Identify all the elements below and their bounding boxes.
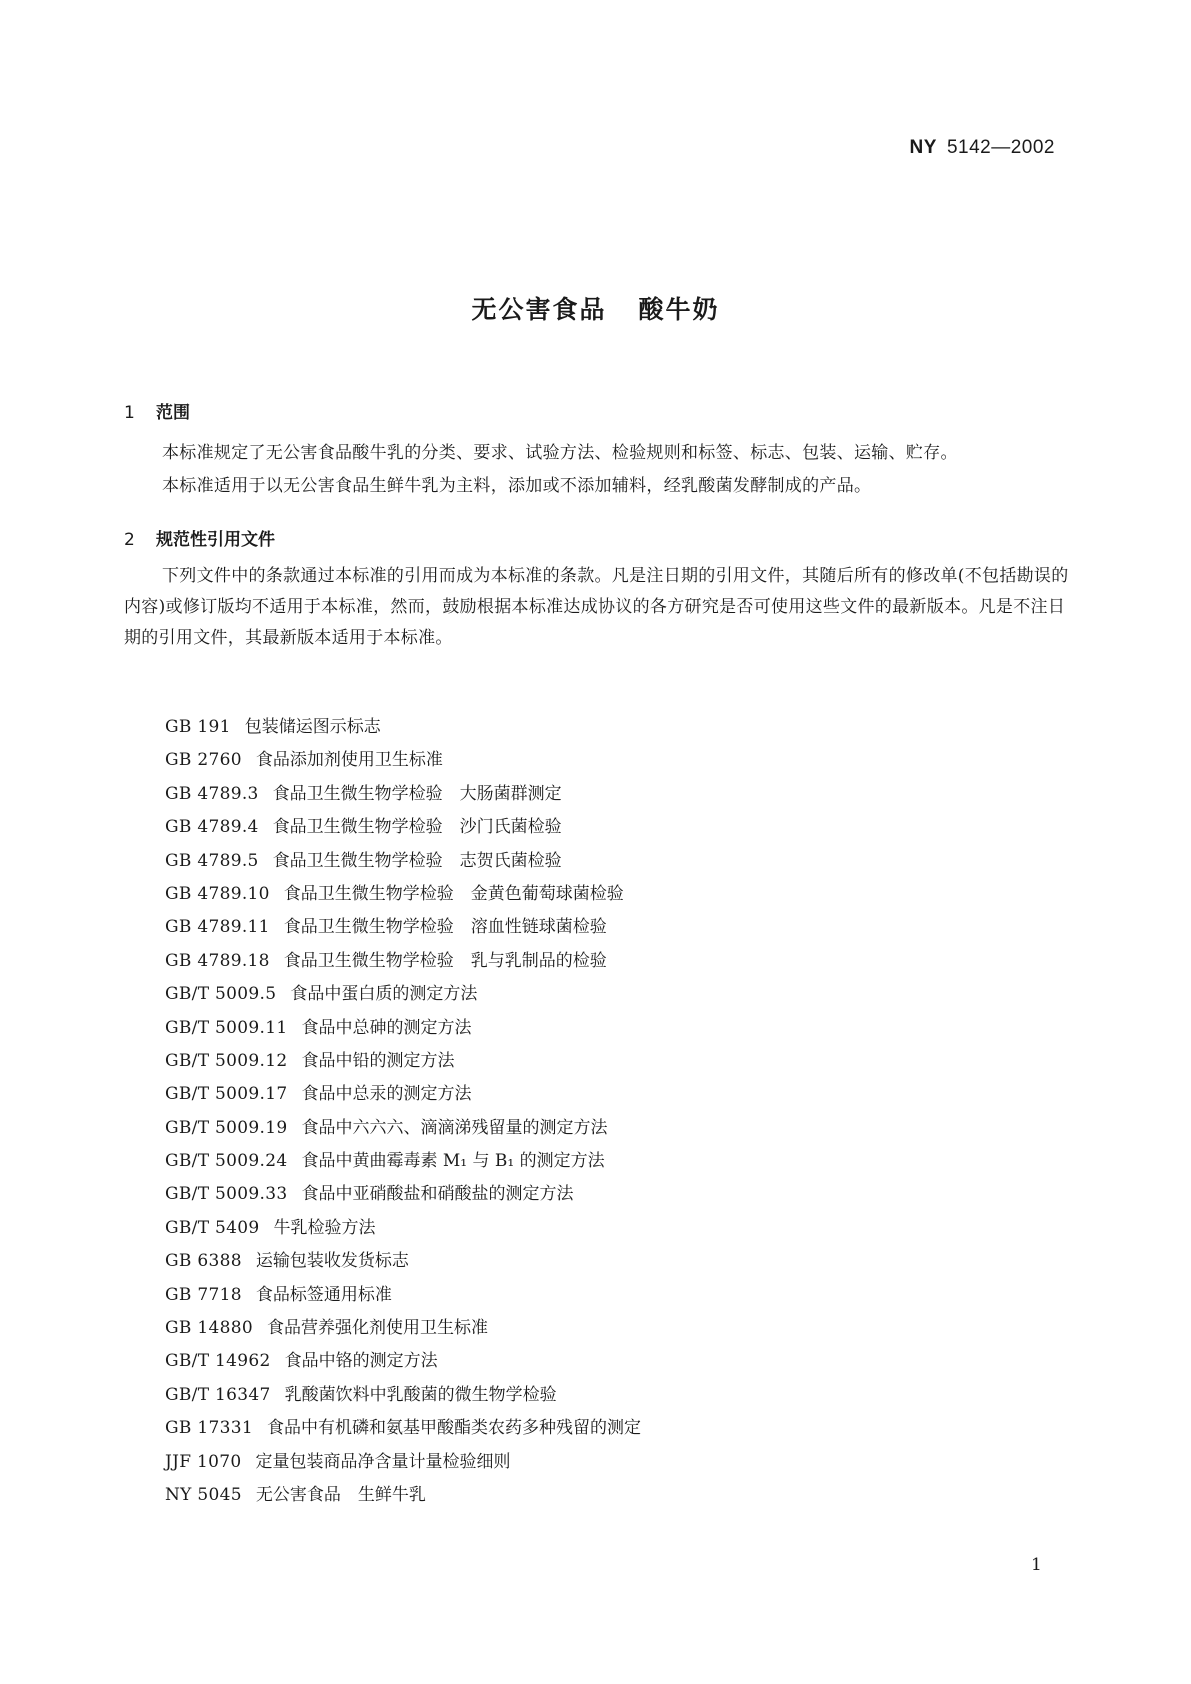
reference-title: 食品中铅的测定方法 bbox=[301, 1050, 455, 1071]
reference-code: GB 14880 bbox=[165, 1318, 253, 1339]
section-number: 2 bbox=[124, 530, 135, 550]
reference-title: 食品营养强化剂使用卫生标准 bbox=[266, 1318, 488, 1339]
reference-item bbox=[165, 911, 641, 944]
title-part-1: 无公害食品 bbox=[471, 295, 607, 324]
reference-item bbox=[165, 1279, 641, 1312]
reference-item bbox=[165, 1212, 641, 1245]
reference-item bbox=[165, 1379, 641, 1412]
reference-title: 无公害食品 生鲜牛乳 bbox=[255, 1484, 426, 1505]
reference-title: 食品中蛋白质的测定方法 bbox=[290, 984, 478, 1005]
reference-item bbox=[165, 711, 641, 744]
reference-code: GB 191 bbox=[165, 717, 231, 737]
reference-code: GB 17331 bbox=[165, 1418, 253, 1439]
reference-item bbox=[165, 945, 641, 978]
section-heading-scope bbox=[124, 398, 190, 423]
reference-code: GB/T 5009.19 bbox=[165, 1117, 288, 1138]
reference-code: GB 4789.10 bbox=[165, 883, 270, 904]
reference-title: 定量包装商品净含量计量检验细则 bbox=[255, 1451, 511, 1472]
section-title: 规范性引用文件 bbox=[156, 530, 275, 550]
page-number: 1 bbox=[1031, 1555, 1042, 1575]
reference-code: GB/T 5009.24 bbox=[165, 1151, 288, 1172]
reference-code: GB 7718 bbox=[165, 1284, 242, 1305]
reference-title: 牛乳检验方法 bbox=[273, 1217, 376, 1238]
reference-item bbox=[165, 1078, 641, 1111]
reference-title: 食品中有机磷和氨基甲酸酯类农药多种残留的测定 bbox=[266, 1418, 641, 1439]
reference-code: GB 4789.4 bbox=[165, 817, 259, 838]
reference-code: GB/T 5409 bbox=[165, 1217, 260, 1238]
reference-title: 食品中总汞的测定方法 bbox=[301, 1084, 472, 1105]
reference-code: GB/T 5009.17 bbox=[165, 1084, 288, 1105]
standard-org: NY bbox=[909, 137, 937, 158]
reference-item bbox=[165, 845, 641, 878]
reference-item bbox=[165, 1345, 641, 1378]
reference-title: 食品中六六六、滴滴涕残留量的测定方法 bbox=[301, 1117, 608, 1138]
reference-title: 食品中总砷的测定方法 bbox=[301, 1017, 472, 1038]
reference-code: GB 4789.3 bbox=[165, 783, 259, 804]
reference-code: GB/T 5009.5 bbox=[165, 984, 277, 1005]
reference-item bbox=[165, 1145, 641, 1178]
reference-item bbox=[165, 778, 641, 811]
section-title: 范围 bbox=[156, 403, 190, 423]
reference-item bbox=[165, 1412, 641, 1445]
reference-code: GB 4789.18 bbox=[165, 950, 270, 971]
reference-item bbox=[165, 1446, 641, 1479]
reference-item bbox=[165, 1112, 641, 1145]
reference-code: GB 4789.11 bbox=[165, 917, 270, 938]
reference-title: 运输包装收发货标志 bbox=[255, 1251, 409, 1272]
reference-title: 乳酸菌饮料中乳酸菌的微生物学检验 bbox=[284, 1384, 557, 1405]
reference-code: GB/T 5009.11 bbox=[165, 1017, 288, 1038]
reference-code: GB 2760 bbox=[165, 750, 242, 771]
reference-title: 食品中亚硝酸盐和硝酸盐的测定方法 bbox=[301, 1184, 574, 1205]
reference-code: GB 4789.5 bbox=[165, 850, 259, 871]
reference-code: GB/T 16347 bbox=[165, 1384, 271, 1405]
reference-item bbox=[165, 1479, 641, 1512]
reference-code: GB/T 14962 bbox=[165, 1351, 271, 1372]
scope-paragraph-1: 本标准规定了无公害食品酸牛乳的分类、要求、试验方法、检验规则和标签、标志、包装、运输、贮存。 bbox=[162, 443, 958, 463]
reference-item bbox=[165, 744, 641, 777]
reference-title: 食品卫生微生物学检验 志贺氏菌检验 bbox=[272, 850, 562, 871]
reference-title: 食品卫生微生物学检验 乳与乳制品的检验 bbox=[283, 950, 607, 971]
reference-title: 食品卫生微生物学检验 沙门氏菌检验 bbox=[272, 817, 562, 838]
title-part-2: 酸牛奶 bbox=[638, 295, 720, 324]
reference-title: 食品卫生微生物学检验 大肠菌群测定 bbox=[272, 783, 562, 804]
reference-item bbox=[165, 811, 641, 844]
references-intro-paragraph: 下列文件中的条款通过本标准的引用而成为本标准的条款。凡是注日期的引用文件，其随后所有的修改单(不包括勘误的内容)或修订版均不适用于本标准，然而，鼓励根据本标准达成协议的各方研究是否可使用这些文件的最新版本。凡是不注日期的引用文件，其最新版本适用于本标准。 bbox=[124, 566, 1069, 648]
reference-item bbox=[165, 1045, 641, 1078]
reference-code: GB/T 5009.33 bbox=[165, 1184, 288, 1205]
reference-title: 食品标签通用标准 bbox=[255, 1284, 392, 1305]
reference-item bbox=[165, 978, 641, 1011]
reference-code: JJF 1070 bbox=[165, 1451, 242, 1472]
document-title bbox=[0, 290, 1191, 326]
scope-paragraph-2: 本标准适用于以无公害食品生鲜牛乳为主料，添加或不添加辅料，经乳酸菌发酵制成的产品。 bbox=[162, 476, 872, 496]
reference-title: 包装储运图示标志 bbox=[244, 717, 381, 737]
reference-item bbox=[165, 1178, 641, 1211]
standard-code bbox=[910, 137, 1055, 159]
reference-item bbox=[165, 1312, 641, 1345]
standard-number: 5142—2002 bbox=[946, 137, 1055, 158]
section-number: 1 bbox=[124, 403, 135, 423]
reference-item bbox=[165, 1012, 641, 1045]
reference-code: GB 6388 bbox=[165, 1251, 242, 1272]
section-heading-normative-references bbox=[124, 525, 275, 550]
reference-code: NY 5045 bbox=[165, 1484, 242, 1505]
reference-title: 食品中铬的测定方法 bbox=[284, 1351, 438, 1372]
reference-code: GB/T 5009.12 bbox=[165, 1050, 288, 1071]
reference-item bbox=[165, 878, 641, 911]
reference-list bbox=[165, 711, 641, 1512]
reference-title: 食品卫生微生物学检验 溶血性链球菌检验 bbox=[283, 917, 607, 938]
reference-title: 食品中黄曲霉毒素 M₁ 与 B₁ 的测定方法 bbox=[301, 1151, 605, 1172]
reference-title: 食品卫生微生物学检验 金黄色葡萄球菌检验 bbox=[283, 883, 624, 904]
reference-item bbox=[165, 1245, 641, 1278]
reference-title: 食品添加剂使用卫生标准 bbox=[255, 750, 443, 771]
